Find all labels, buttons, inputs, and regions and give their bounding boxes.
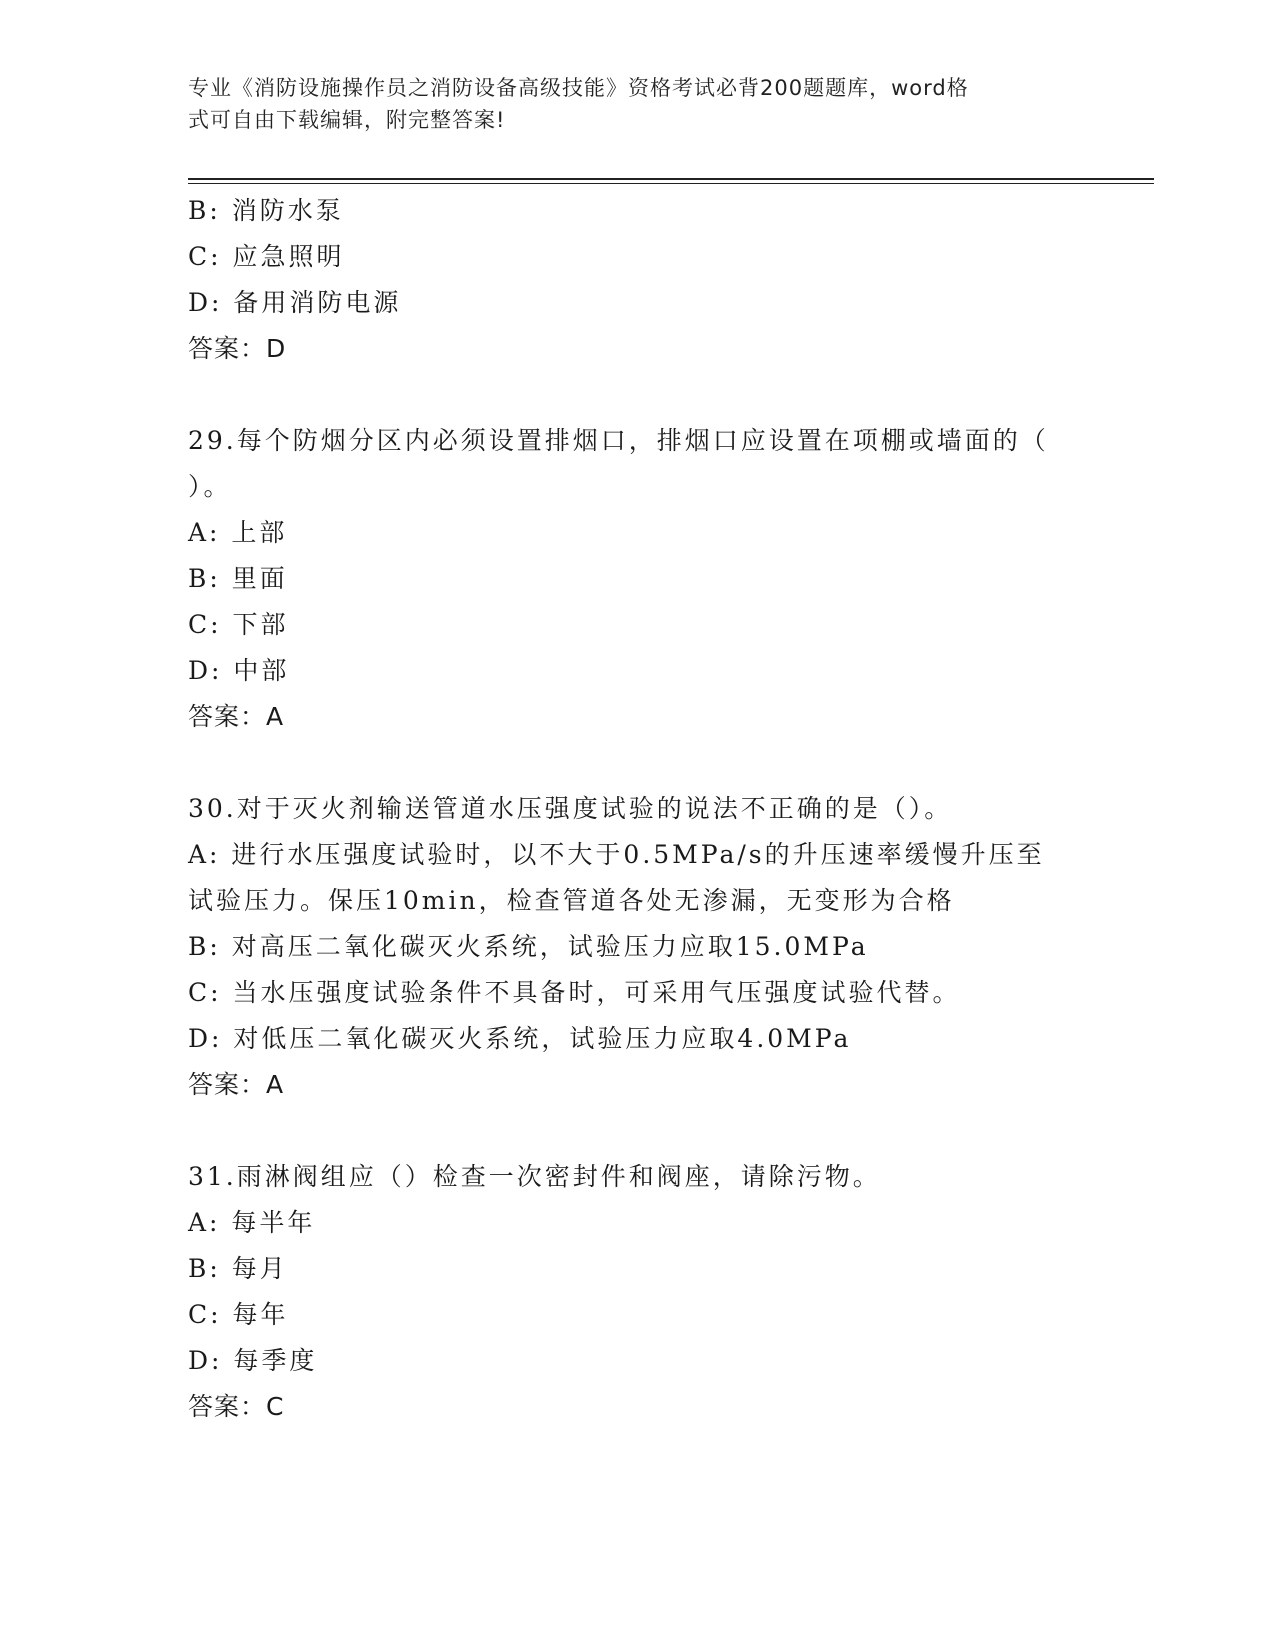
- option-b: B: 里面: [188, 564, 288, 593]
- option-b: B: 每月: [188, 1254, 288, 1283]
- answer-line: 答案：A: [188, 702, 285, 731]
- option-a: A: 每半年: [188, 1208, 316, 1237]
- question-text: 31.雨淋阀组应（）检查一次密封件和阀座，请除污物。: [188, 1162, 881, 1191]
- option-d: D: 对低压二氧化碳灭火系统，试验压力应取4.0MPa: [188, 1024, 852, 1053]
- option-c: C: 应急照明: [188, 242, 345, 271]
- question-text: 29.每个防烟分区内必须设置排烟口，排烟口应设置在项棚或墙面的（: [188, 426, 1049, 455]
- option-d: D: 中部: [188, 656, 290, 685]
- option-a-continued: 试验压力。保压10min，检查管道各处无渗漏，无变形为合格: [188, 886, 955, 915]
- block-spacer: [188, 372, 1088, 418]
- question-text: 30.对于灭火剂输送管道水压强度试验的说法不正确的是（）。: [188, 794, 953, 823]
- option-c: C: 下部: [188, 610, 289, 639]
- answer-line: 答案：D: [188, 334, 287, 363]
- header-divider-thin: [188, 183, 1154, 184]
- answer-line: 答案：C: [188, 1392, 285, 1421]
- option-b: B: 消防水泵: [188, 196, 344, 225]
- option-c: C: 每年: [188, 1300, 289, 1329]
- answer-line: 答案：A: [188, 1070, 285, 1099]
- option-d: D: 备用消防电源: [188, 288, 402, 317]
- question-list: [188, 188, 1088, 1430]
- question-block: [188, 418, 1088, 740]
- question-text-continued: ）。: [188, 472, 232, 501]
- question-block: [188, 188, 1088, 372]
- option-a: A: 进行水压强度试验时，以不大于0.5MPa/s的升压速率缓慢升压至: [188, 840, 1045, 869]
- option-d: D: 每季度: [188, 1346, 318, 1375]
- document-header: [188, 72, 1068, 136]
- block-spacer: [188, 1108, 1088, 1154]
- question-block: [188, 1154, 1088, 1430]
- option-c: C: 当水压强度试验条件不具备时，可采用气压强度试验代替。: [188, 978, 961, 1007]
- block-spacer: [188, 740, 1088, 786]
- option-a: A: 上部: [188, 518, 288, 547]
- option-b: B: 对高压二氧化碳灭火系统，试验压力应取15.0MPa: [188, 932, 869, 961]
- header-divider-thick: [188, 178, 1154, 180]
- question-block: [188, 786, 1088, 1108]
- header-title-line-1: 专业《消防设施操作员之消防设备高级技能》资格考试必背200题题库，word格: [188, 76, 969, 100]
- header-title-line-2: 式可自由下载编辑，附完整答案!: [188, 108, 506, 132]
